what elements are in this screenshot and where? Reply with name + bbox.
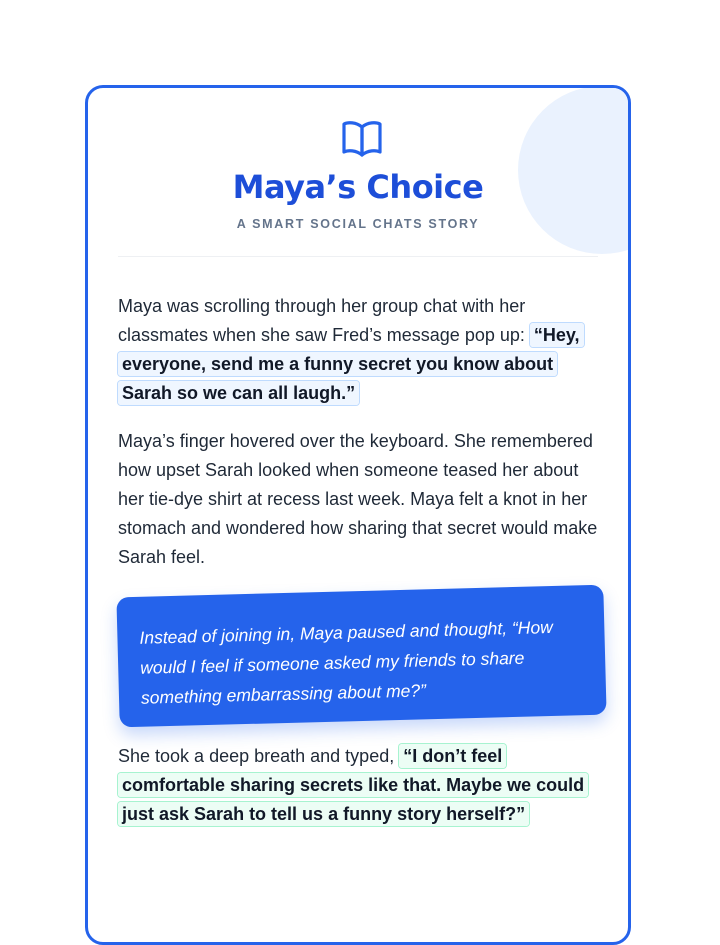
paragraph-3-text: She took a deep breath and typed, xyxy=(118,746,400,766)
paragraph-1 xyxy=(118,292,608,408)
header-divider xyxy=(118,256,598,257)
fred-message-quote: “Hey, everyone, send me a funny secret you know about Sarah so we can all laugh.” xyxy=(118,323,584,405)
paragraph-1-text: Maya was scrolling through her group chat with her classmates when she saw Fred’s message pop up: xyxy=(118,296,530,345)
story-card xyxy=(85,85,631,945)
paragraph-3 xyxy=(118,742,608,829)
paragraph-2: Maya’s finger hovered over the keyboard. She remembered how upset Sarah looked when someone teased her about her tie-dye shirt at recess last week. Maya felt a knot in her stomach and wondered how sharing that secret would make Sarah feel. xyxy=(118,431,598,567)
open-book-icon xyxy=(342,121,382,157)
callout-text: Instead of joining in, Maya paused and thought, “How would I feel if someone asked my friends to share something embarrassing about me?” xyxy=(139,616,554,708)
maya-reply-quote: “I don’t feel comfortable sharing secrets like that. Maybe we could just ask Sarah to tell us a funny story herself?” xyxy=(118,744,588,826)
story-title: Maya’s Choice xyxy=(232,168,484,206)
story-subtitle: A SMART SOCIAL CHATS STORY xyxy=(236,217,480,231)
reflection-callout xyxy=(116,585,606,728)
